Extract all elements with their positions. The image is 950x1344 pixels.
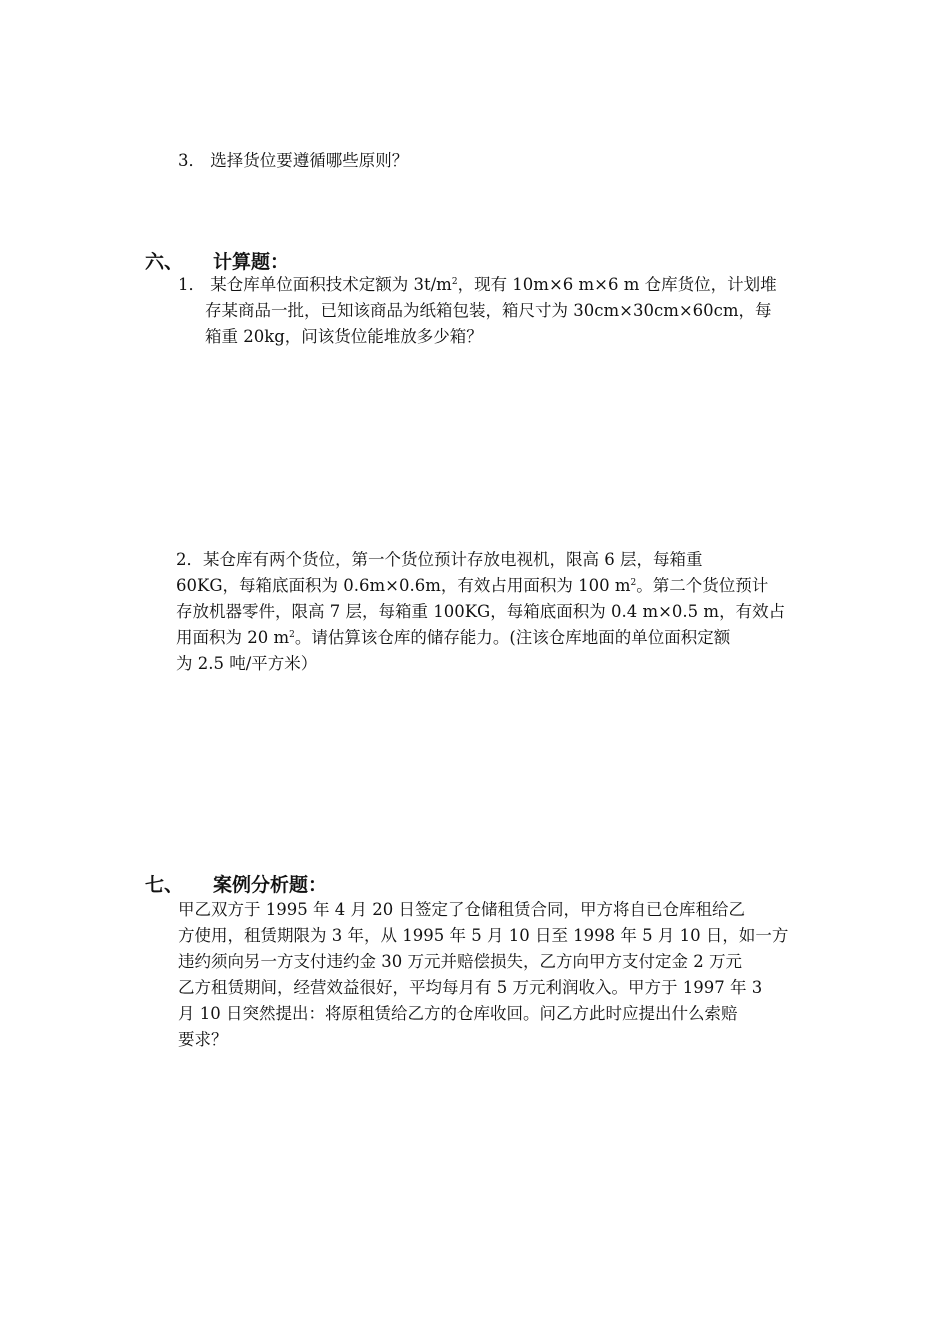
problem-1-line-1	[178, 272, 777, 298]
problem-2-line-5: 为 2.5 吨/平方米）	[176, 654, 318, 673]
problem-1-line-1-a: 1． 某仓库单位面积技术定额为 3t/m	[178, 275, 452, 294]
question-3: 3． 选择货位要遵循哪些原则？	[178, 151, 409, 170]
problem-2-line-2-a: 60KG，每箱底面积为 0.6m×0.6m，有效占用面积为 100 m	[176, 576, 631, 595]
problem-2-line-4-a: 用面积为 20 m	[176, 628, 290, 647]
case-line-1: 甲乙双方于 1995 年 4 月 20 日签定了仓储租赁合同，甲方将自已仓库租给乙	[178, 900, 745, 919]
superscript-2: 2	[451, 277, 458, 287]
problem-2-line-4	[176, 625, 785, 651]
section-7-heading	[145, 873, 327, 897]
problem-2-line-1: 2．某仓库有两个货位，第一个货位预计存放电视机，限高 6 层，每箱重	[176, 550, 703, 569]
case-line-5: 月 10 日突然提出：将原租赁给乙方的仓库收回。问乙方此时应提出什么索赔	[178, 1004, 738, 1023]
section-6-heading	[145, 250, 289, 274]
problem-1-line-3: 箱重 20kg，问该货位能堆放多少箱？	[205, 327, 483, 346]
case-line-3: 违约须向另一方支付违约金 30 万元并赔偿损失，乙方向甲方支付定金 2 万元	[178, 952, 742, 971]
section-7-number: 七、	[145, 874, 184, 896]
problem-2-line-2-b: 。第二个货位预计	[636, 576, 769, 595]
problem-1-line-2: 存某商品一批，已知该商品为纸箱包装，箱尺寸为 30cm×30cm×60cm，每	[205, 301, 772, 320]
problem-2-line-4-b: 。请估算该仓库的储存能力。(注该仓库地面的单位面积定额	[294, 628, 731, 647]
problem-2	[176, 547, 785, 677]
section-6-number: 六、	[145, 251, 184, 273]
case-line-2: 方使用，租赁期限为 3 年，从 1995 年 5 月 10 日至 1998 年 5 月 10 日，如一方	[178, 926, 789, 945]
problem-1-line-1-b: ，现有 10m×6 m×6 m 仓库货位，计划堆	[457, 275, 777, 294]
section-6-title: 计算题：	[213, 251, 290, 273]
superscript-2: 2	[630, 578, 637, 588]
case-line-6: 要求？	[178, 1030, 228, 1049]
superscript-2: 2	[289, 630, 295, 640]
section-7-title: 案例分析题：	[213, 874, 328, 896]
case-text	[178, 897, 788, 1053]
problem-2-line-3: 存放机器零件，限高 7 层，每箱重 100KG，每箱底面积为 0.4 m×0.5 m，有效占	[176, 602, 786, 621]
problem-2-line-2	[176, 573, 785, 599]
problem-1	[178, 272, 777, 350]
case-line-4: 乙方租赁期间，经营效益很好，平均每月有 5 万元利润收入。甲方于 1997 年 3	[178, 978, 763, 997]
